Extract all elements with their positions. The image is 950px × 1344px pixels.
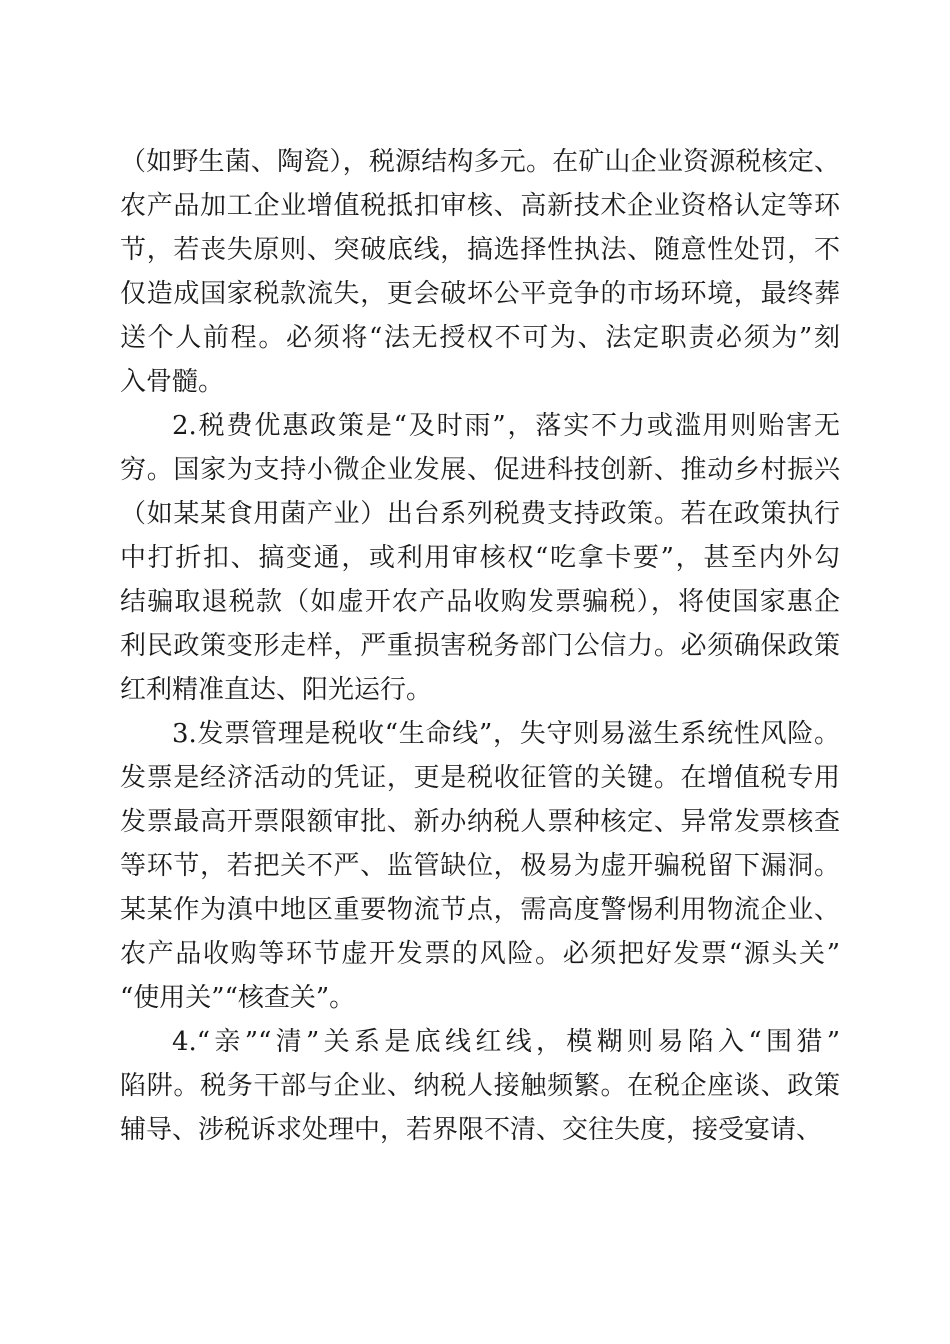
text-line: （如某某食用菌产业）出台系列税费支持政策。若在政策执行 — [120, 499, 840, 529]
paragraph — [120, 404, 840, 712]
text-line: “使用关”“核查关”。 — [120, 983, 356, 1013]
text-line: 利民政策变形走样，严重损害税务部门公信力。必须确保政策 — [120, 631, 840, 661]
text-line: 辅导、涉税诉求处理中，若界限不清、交往失度，接受宴请、 — [120, 1115, 823, 1145]
text-line: 农产品加工企业增值税抵扣审核、高新技术企业资格认定等环 — [120, 191, 840, 221]
text-line: 发票是经济活动的凭证，更是税收征管的关键。在增值税专用 — [120, 763, 840, 793]
text-line: 2.税费优惠政策是“及时雨”，落实不力或滥用则贻害无 — [172, 411, 840, 441]
text-line: 送个人前程。必须将“法无授权不可为、法定职责必须为”刻 — [120, 323, 840, 353]
text-line: （如野生菌、陶瓷），税源结构多元。在矿山企业资源税核定、 — [120, 147, 840, 177]
paragraph — [120, 140, 840, 404]
text-line: 陷阱。税务干部与企业、纳税人接触频繁。在税企座谈、政策 — [120, 1071, 840, 1101]
text-line: 结骗取退税款（如虚开农产品收购发票骗税），将使国家惠企 — [120, 587, 840, 617]
paragraph — [120, 712, 840, 1020]
text-line: 等环节，若把关不严、监管缺位，极易为虚开骗税留下漏洞。 — [120, 851, 840, 881]
document-body — [120, 140, 840, 1152]
text-line: 某某作为滇中地区重要物流节点，需高度警惕利用物流企业、 — [120, 895, 840, 925]
text-line: 红利精准直达、阳光运行。 — [120, 675, 433, 705]
text-line: 节，若丧失原则、突破底线，搞选择性执法、随意性处罚，不 — [120, 235, 840, 265]
text-line: 入骨髓。 — [120, 367, 225, 397]
text-line: 中打折扣、搞变通，或利用审核权“吃拿卡要”，甚至内外勾 — [120, 543, 840, 573]
paragraph — [120, 1020, 840, 1152]
text-line: 农产品收购等环节虚开发票的风险。必须把好发票“源头关” — [120, 939, 840, 969]
text-line: 4.“亲”“清”关系是底线红线，模糊则易陷入“围猎” — [172, 1027, 840, 1057]
text-line: 3.发票管理是税收“生命线”，失守则易滋生系统性风险。 — [172, 719, 840, 749]
text-line: 发票最高开票限额审批、新办纳税人票种核定、异常发票核查 — [120, 807, 840, 837]
text-line: 穷。国家为支持小微企业发展、促进科技创新、推动乡村振兴 — [120, 455, 840, 485]
text-line: 仅造成国家税款流失，更会破坏公平竞争的市场环境，最终葬 — [120, 279, 840, 309]
